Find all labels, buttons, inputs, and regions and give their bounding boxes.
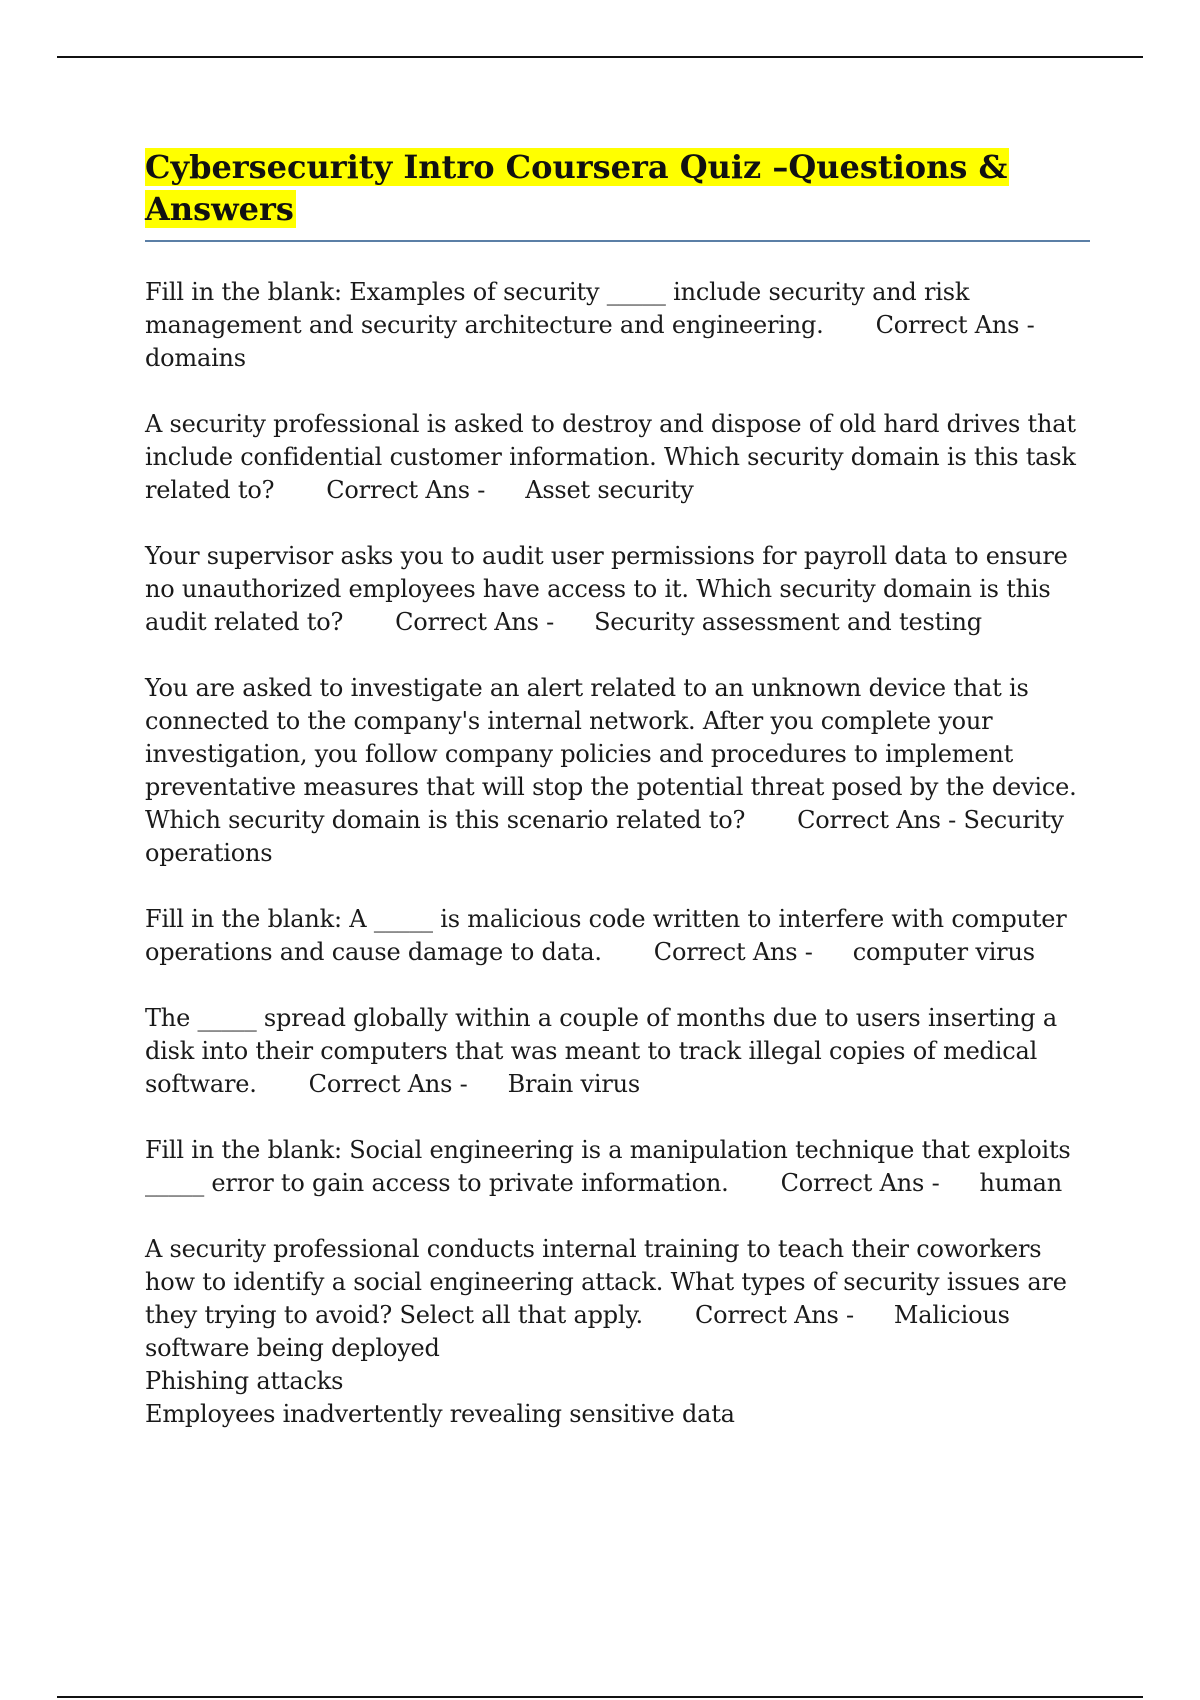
answer-text: domains (145, 344, 246, 372)
document-title-text: Cybersecurity Intro Coursera Quiz –Questions & Answers (145, 148, 1008, 228)
title-underline (145, 240, 1090, 242)
question-text: You are asked to investigate an alert related to an unknown device that is connected to the company's internal network. After you complete your investigation, you follow company policies and procedures to implement preventative measures that will stop the potential threat posed by the device. Which security domain is this scenario related to? (145, 674, 1077, 834)
answer-label: Correct Ans - (695, 1301, 854, 1329)
answer-text: human (979, 1169, 1062, 1197)
answer-text: Malicious software being deployed Phishing attacks Employees inadvertently revealing sensitive data (145, 1301, 1010, 1428)
answer-label: Correct Ans - (326, 476, 486, 504)
answer-label: Correct Ans - (797, 806, 957, 834)
answer-label: Correct Ans - (395, 608, 555, 636)
page-footer-rule (57, 1696, 1143, 1698)
page-header-rule (57, 56, 1143, 58)
qa-item-2 (145, 408, 1090, 507)
answer-label: Correct Ans - (308, 1070, 468, 1098)
qa-item-7 (145, 1134, 1090, 1200)
qa-item-1 (145, 276, 1090, 375)
answer-text: computer virus (852, 938, 1035, 966)
qa-item-4 (145, 672, 1090, 870)
qa-item-6 (145, 1002, 1090, 1101)
qa-item-5 (145, 903, 1090, 969)
answer-label: Correct Ans - (875, 311, 1035, 339)
answer-text: Brain virus (507, 1070, 641, 1098)
question-text: Fill in the blank: A _____ is malicious code written to interfere with computer operations and cause damage to data. (145, 905, 1067, 966)
question-text: Fill in the blank: Social engineering is a manipulation technique that exploits _____ error to gain access to private information. (145, 1136, 1071, 1197)
qa-item-8 (145, 1233, 1090, 1431)
qa-list (145, 276, 1090, 1431)
answer-text: Security assessment and testing (594, 608, 982, 636)
answer-label: Correct Ans - (780, 1169, 940, 1197)
document-title (145, 146, 1090, 230)
answer-label: Correct Ans - (653, 938, 813, 966)
question-text: Fill in the blank: Examples of security _____ include security and risk management and security architecture and engineering. (145, 278, 970, 339)
question-text: A security professional conducts internal training to teach their coworkers how to identify a social engineering attack. What types of security issues are they trying to avoid? Select all that apply. (145, 1235, 1067, 1329)
question-text: The _____ spread globally within a couple of months due to users inserting a disk into their computers that was meant to track illegal copies of medical software. (145, 1004, 1057, 1098)
question-text: A security professional is asked to destroy and dispose of old hard drives that include confidential customer information. Which security domain is this task related to? (145, 410, 1076, 504)
question-text: Your supervisor asks you to audit user permissions for payroll data to ensure no unauthorized employees have access to it. Which security domain is this audit related to? (145, 542, 1068, 636)
answer-text: Security operations (145, 806, 1064, 867)
qa-item-3 (145, 540, 1090, 639)
document-body (145, 146, 1090, 1464)
answer-text: Asset security (525, 476, 694, 504)
